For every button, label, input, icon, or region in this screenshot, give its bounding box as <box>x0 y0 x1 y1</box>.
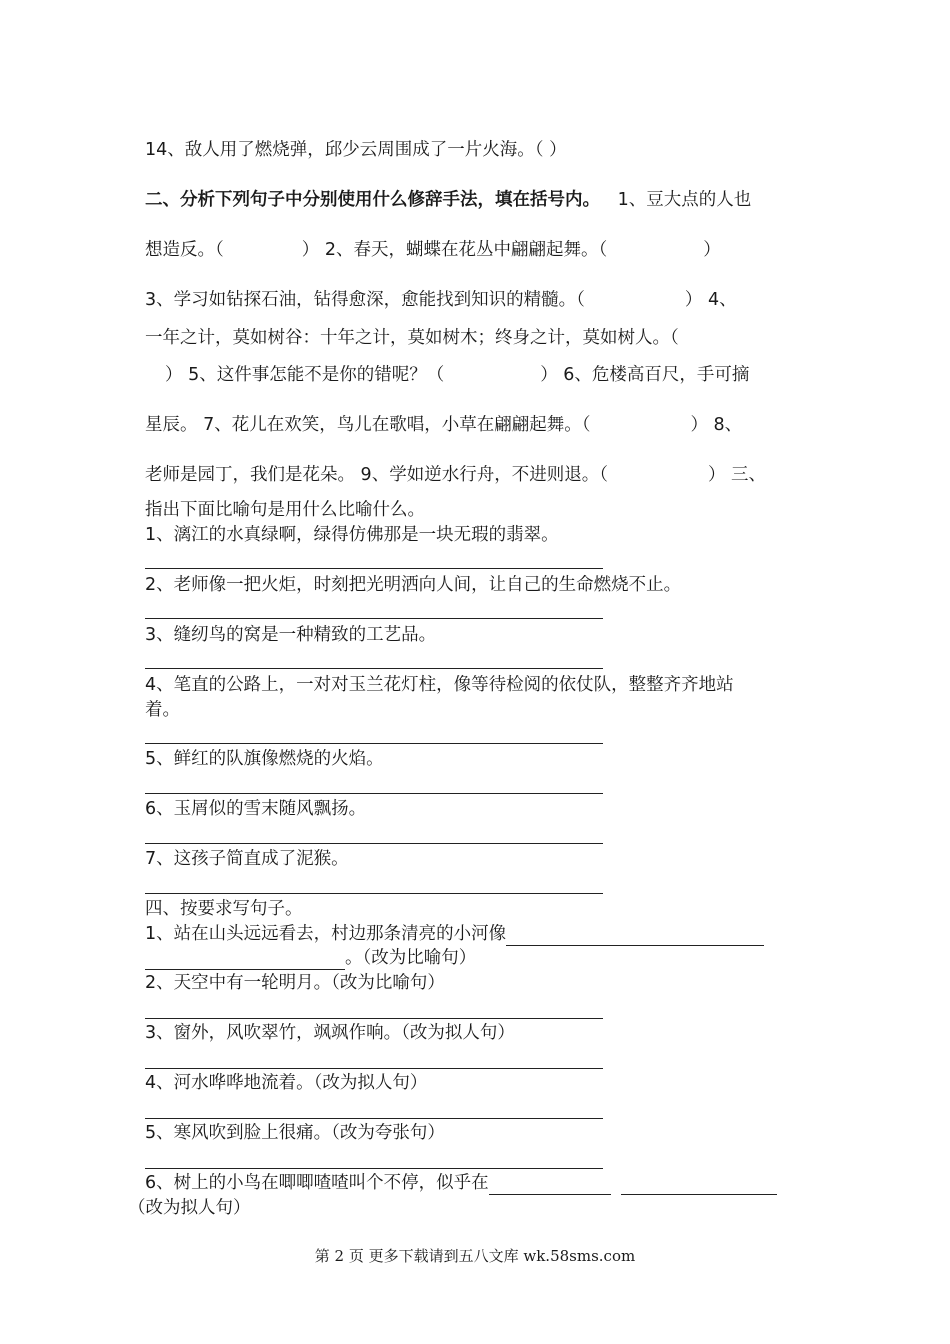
text: ） <box>703 240 721 260</box>
section-3-item-6: 6、玉屑似的雪末随风飘扬。 <box>145 799 367 819</box>
section-2-line-1 <box>145 188 751 212</box>
text: ） 6、危楼高百尺，手可摘 <box>540 365 750 385</box>
text: ） 5、这件事怎能不是你的错呢？（ <box>165 365 445 385</box>
answer-line <box>145 1118 603 1119</box>
section-4-item-6a <box>145 1171 777 1195</box>
section-3-item-5: 5、鲜红的队旗像燃烧的火焰。 <box>145 749 384 769</box>
section-2-line-2 <box>145 238 721 262</box>
text: 6、树上的小鸟在唧唧喳喳叫个不停，似乎在 <box>145 1173 489 1193</box>
section-4-item-3: 3、窗外，风吹翠竹，飒飒作响。（改为拟人句） <box>145 1023 515 1043</box>
section-4-item-1a <box>145 922 764 946</box>
answer-line <box>145 743 603 744</box>
answer-line <box>145 668 603 669</box>
fill-blank[interactable] <box>145 951 345 970</box>
text: 。（改为比喻句） <box>345 948 477 968</box>
text: 1、站在山头远远看去，村边那条清亮的小河像 <box>145 924 507 944</box>
answer-line <box>145 1018 603 1019</box>
text: ） 4、 <box>684 290 737 310</box>
question-14: 14、敌人用了燃烧弹，邱少云周围成了一片火海。（ ） <box>145 140 567 160</box>
section-2-line-4: 一年之计，莫如树谷：十年之计，莫如树木；终身之计，莫如树人。（ <box>145 328 679 348</box>
answer-line <box>145 893 603 894</box>
section-3-item-3: 3、缝纫鸟的窝是一种精致的工艺品。 <box>145 625 437 645</box>
section-3-item-2: 2、老师像一把火炬，时刻把光明洒向人间，让自己的生命燃烧不止。 <box>145 575 682 595</box>
section-3-item-4a: 4、笔直的公路上，一对对玉兰花灯柱，像等待检阅的依仗队，整整齐齐地站 <box>145 675 734 695</box>
answer-line <box>145 1068 603 1069</box>
section-3-item-7: 7、这孩子简直成了泥猴。 <box>145 849 349 869</box>
section-4-item-5: 5、寒风吹到脸上很痛。（改为夸张句） <box>145 1123 445 1143</box>
answer-line <box>145 793 603 794</box>
section-4-title: 四、按要求写句子。 <box>145 899 303 919</box>
answer-line <box>145 618 603 619</box>
section-4-item-6b: （改为拟人句） <box>128 1198 251 1218</box>
fill-blank[interactable] <box>489 1176 611 1195</box>
text: 星辰。 7、花儿在欢笑，鸟儿在歌唱，小草在翩翩起舞。（ <box>145 415 591 435</box>
section-4-item-2: 2、天空中有一轮明月。（改为比喻句） <box>145 973 445 993</box>
answer-line <box>145 843 603 844</box>
section-2-line-7 <box>145 463 766 487</box>
page-footer: 第 2 页 更多下载请到五八文库 wk.58sms.com <box>314 1247 636 1265</box>
answer-line <box>145 1168 603 1169</box>
text: 3、学习如钻探石油，钻得愈深，愈能找到知识的精髓。（ <box>145 290 585 310</box>
section-4-item-4: 4、河水哗哗地流着。（改为拟人句） <box>145 1073 428 1093</box>
section-2-line-5 <box>165 363 749 387</box>
text: 老师是园丁，我们是花朵。 9、学如逆水行舟，不进则退。（ <box>145 465 608 485</box>
section-3-item-1: 1、漓江的水真绿啊，绿得仿佛那是一块无瑕的翡翠。 <box>145 525 559 545</box>
answer-line <box>145 568 603 569</box>
text: ） 三、 <box>707 465 767 485</box>
text: ） 2、春天，蝴蝶在花丛中翩翩起舞。（ <box>301 240 608 260</box>
section-3-item-4b: 着。 <box>145 700 180 720</box>
text: ） 8、 <box>690 415 743 435</box>
section-3-title: 指出下面比喻句是用什么比喻什么。 <box>145 500 425 520</box>
text: 想造反。（ <box>145 240 224 260</box>
section-4-item-1b <box>145 946 476 970</box>
fill-blank[interactable] <box>506 927 764 946</box>
fill-blank[interactable] <box>621 1176 777 1195</box>
section-2-title: 二、分析下列句子中分别使用什么修辞手法，填在括号内。 <box>145 190 600 210</box>
section-2-text: 1、豆大点的人也 <box>617 190 752 210</box>
section-2-line-6 <box>145 413 742 437</box>
section-2-line-3 <box>145 288 737 312</box>
